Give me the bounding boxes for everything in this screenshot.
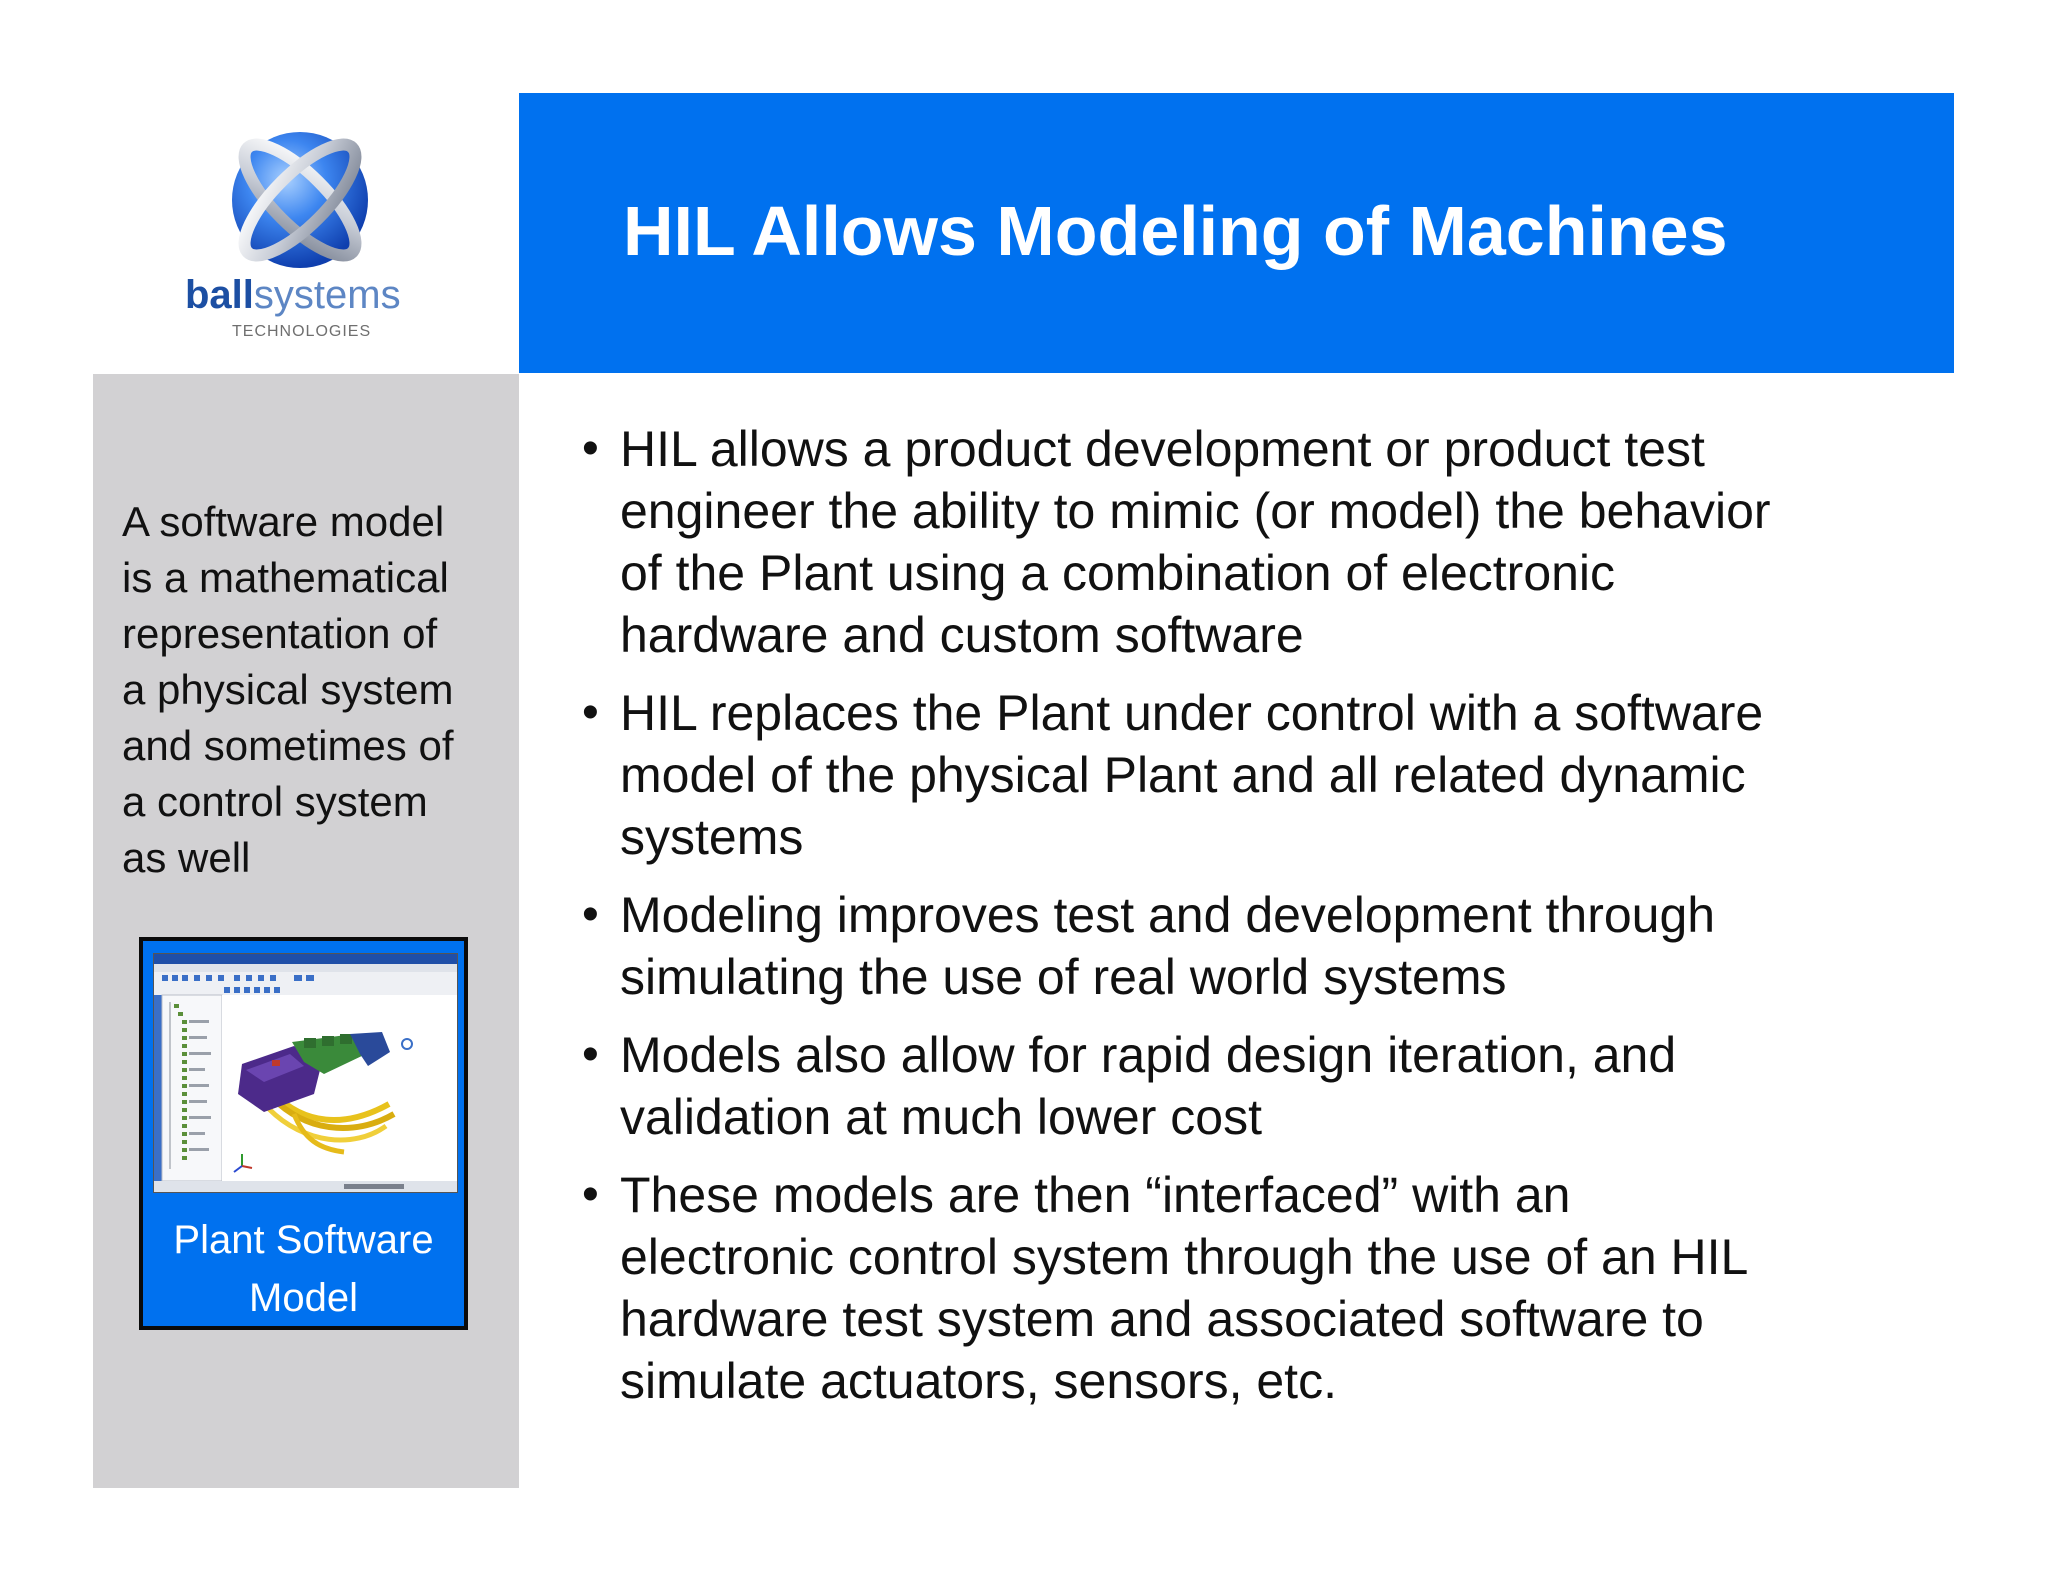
bullet-item xyxy=(582,418,1932,666)
bullet-line: validation at much lower cost xyxy=(620,1089,1262,1145)
bullet-line: These models are then “interfaced” with an xyxy=(620,1167,1571,1223)
brand-tagline: TECHNOLOGIES xyxy=(232,323,372,340)
bullet-dot: • xyxy=(582,1028,599,1081)
bullet-item xyxy=(582,884,1932,1008)
side-text-line: is a mathematical xyxy=(122,554,449,601)
bullet-line: simulate actuators, sensors, etc. xyxy=(620,1353,1337,1409)
bullet-list xyxy=(582,418,1932,1428)
engine-cad-screenshot xyxy=(153,953,458,1193)
side-text-line: A software model xyxy=(122,498,445,545)
ballsystems-logo xyxy=(175,115,435,355)
slide-title: HIL Allows Modeling of Machines xyxy=(623,192,1728,270)
bullet-line: hardware test system and associated software to xyxy=(620,1291,1704,1347)
bullet-line: hardware and custom software xyxy=(620,607,1304,663)
bullet-line: electronic control system through the use of an HIL xyxy=(620,1229,1749,1285)
bullet-line: of the Plant using a combination of electronic xyxy=(620,545,1616,601)
bullet-line: Models also allow for rapid design iteration, and xyxy=(620,1027,1677,1083)
brand-bold: ball xyxy=(185,273,254,317)
bullet-line: systems xyxy=(620,809,804,865)
bullet-line: Modeling improves test and development through xyxy=(620,887,1716,943)
plant-model-card xyxy=(139,937,468,1330)
model-caption-line: Model xyxy=(249,1276,358,1320)
bullet-item xyxy=(582,682,1932,868)
side-text-line: representation of xyxy=(122,610,438,657)
bullet-line: HIL replaces the Plant under control with a software xyxy=(620,685,1764,741)
model-caption xyxy=(143,1211,464,1327)
bullet-dot: • xyxy=(582,422,599,475)
brand-wordmark xyxy=(185,273,435,318)
bullet-line: engineer the ability to mimic (or model) the behavior xyxy=(620,483,1771,539)
side-panel xyxy=(93,374,519,1488)
globe-x-icon xyxy=(225,125,375,275)
title-banner xyxy=(519,93,1954,373)
model-caption-line: Plant Software xyxy=(173,1218,434,1262)
bullet-line: simulating the use of real world systems xyxy=(620,949,1507,1005)
side-text-line: a physical system xyxy=(122,666,454,713)
bullet-line: HIL allows a product development or product test xyxy=(620,421,1705,477)
side-text-line: and sometimes of xyxy=(122,722,454,769)
bullet-item xyxy=(582,1024,1932,1148)
bullet-line: model of the physical Plant and all related dynamic xyxy=(620,747,1746,803)
bullet-dot: • xyxy=(582,888,599,941)
side-description xyxy=(122,494,517,886)
side-text-line: as well xyxy=(122,834,251,881)
bullet-item xyxy=(582,1164,1932,1412)
bullet-dot: • xyxy=(582,1168,599,1221)
brand-light: systems xyxy=(253,273,401,317)
bullet-dot: • xyxy=(582,686,599,739)
side-text-line: a control system xyxy=(122,778,428,825)
